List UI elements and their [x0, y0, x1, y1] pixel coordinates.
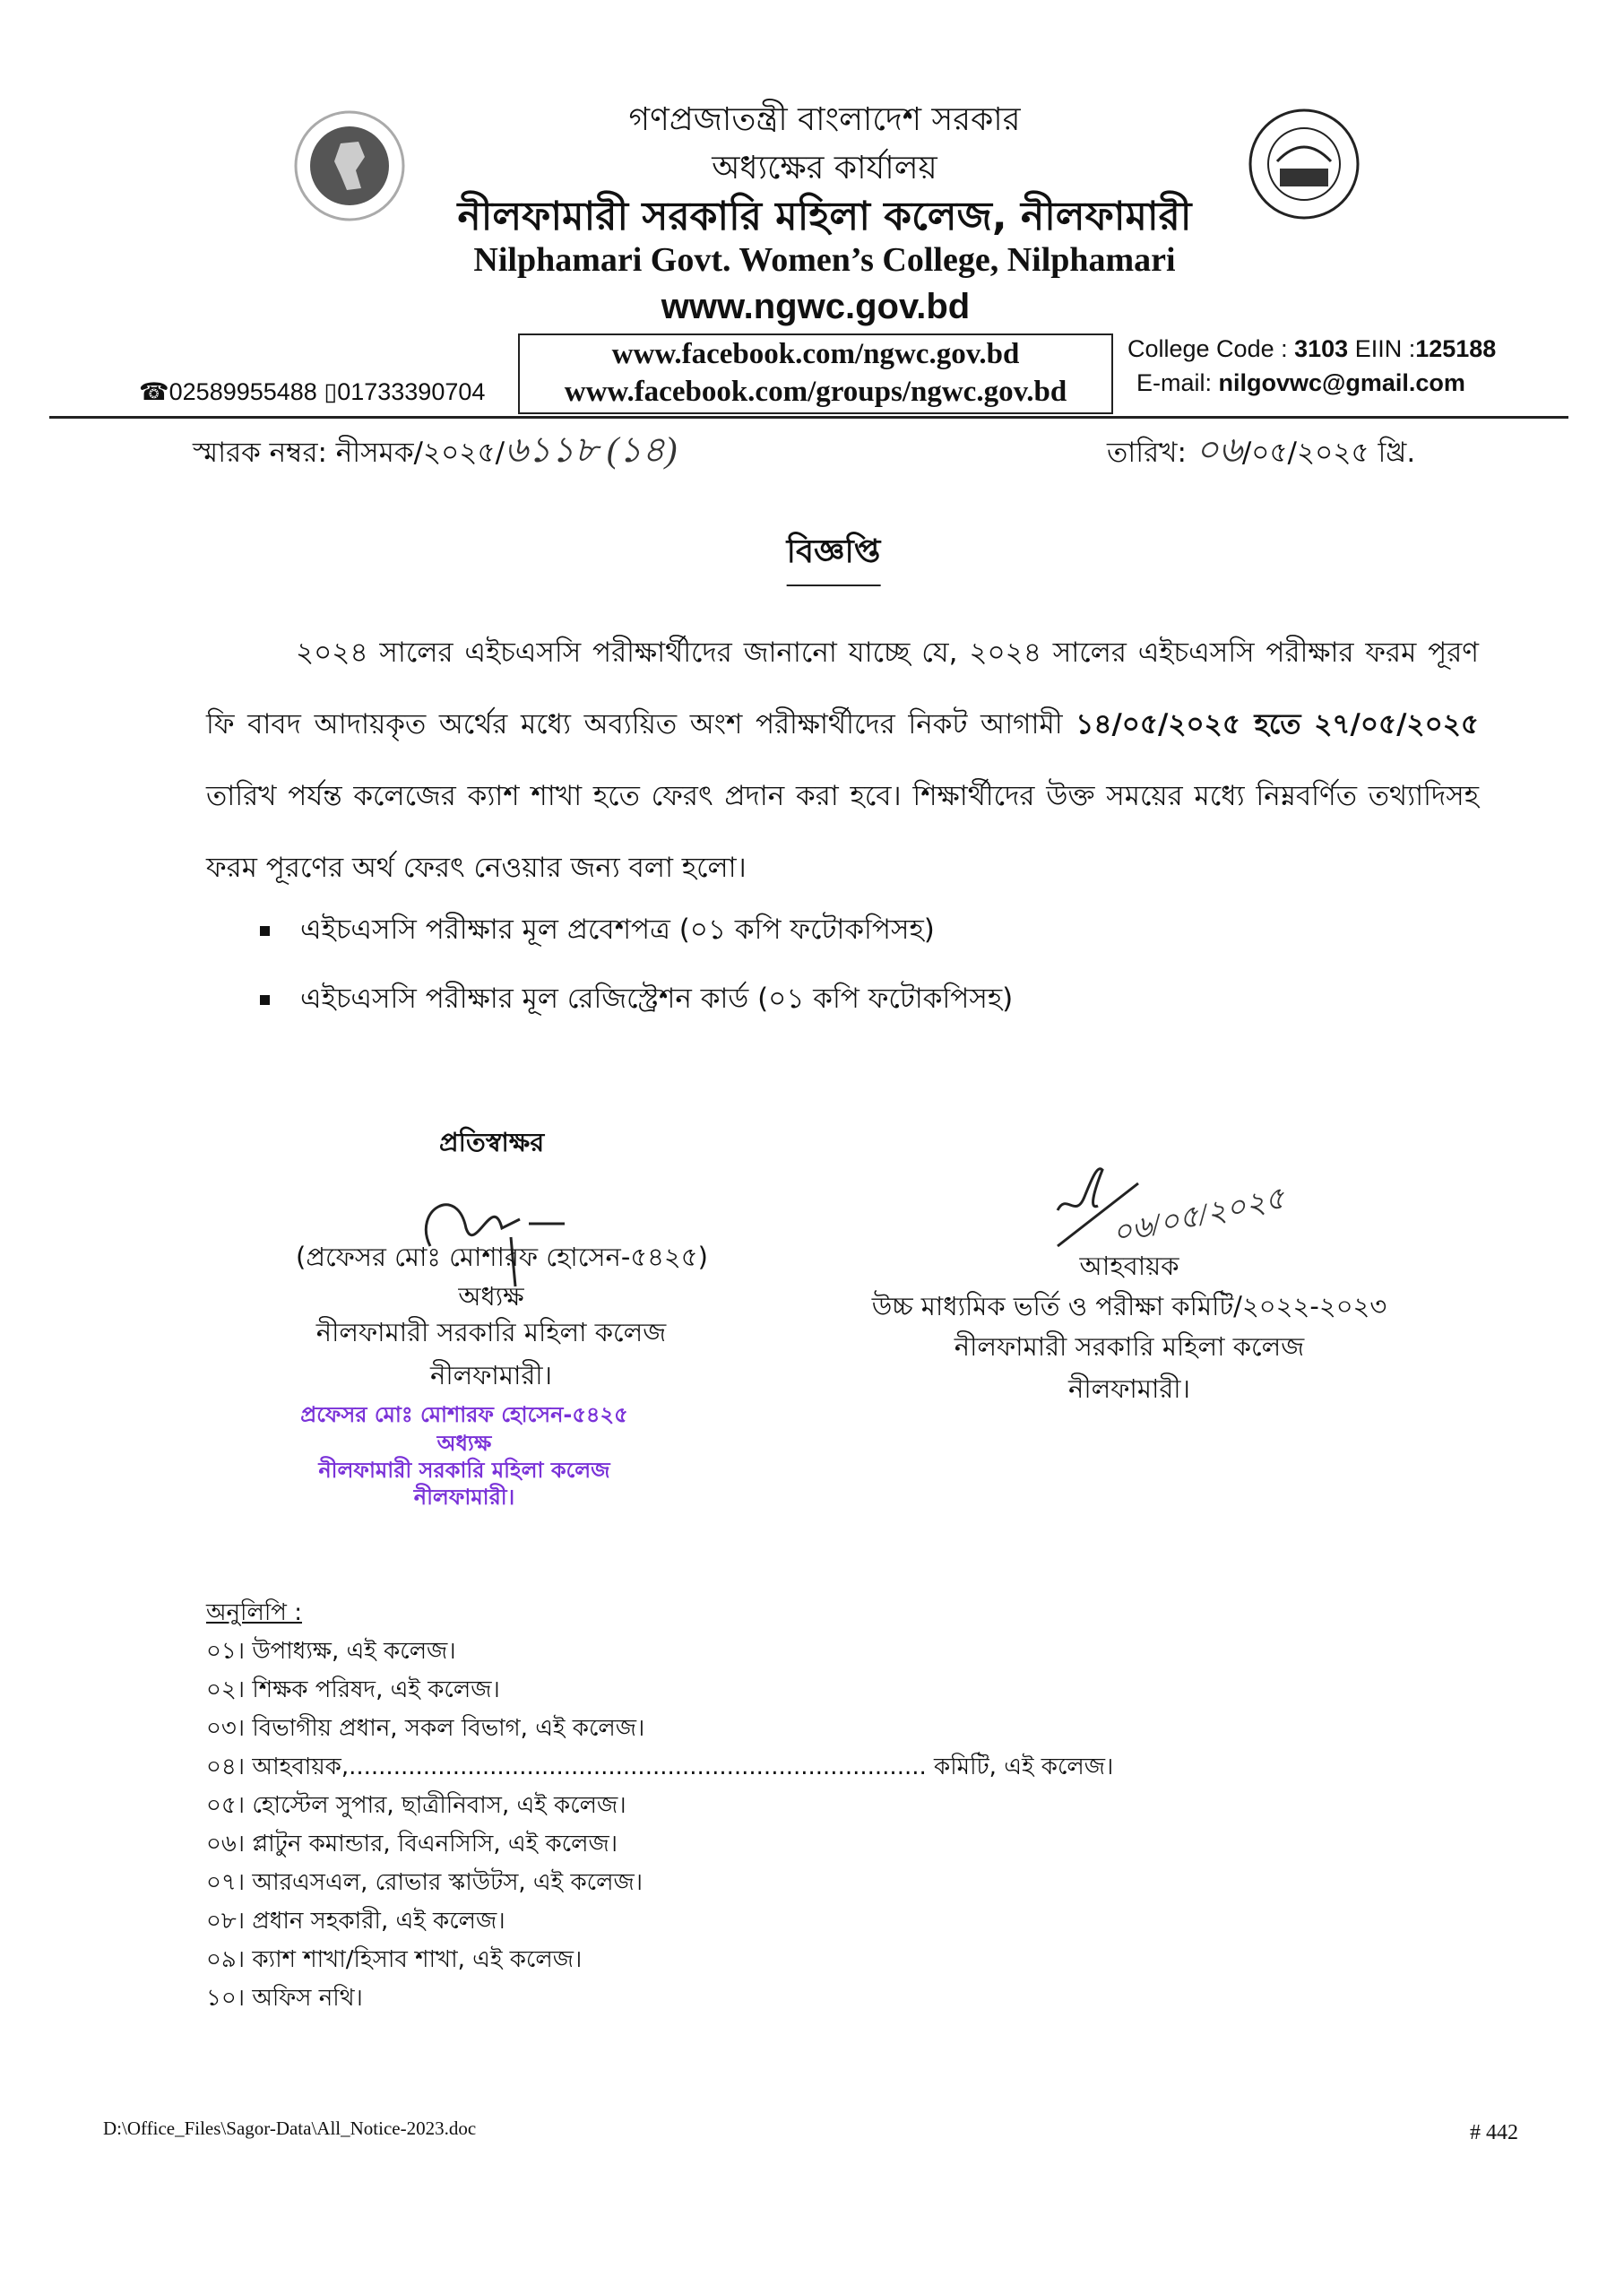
stamp-line-4: নীলফামারী।	[413, 1485, 515, 1510]
copy-item: ০৯। ক্যাশ শাখা/হিসাব শাখা, এই কলেজ।	[206, 1946, 583, 1973]
notice-text-1: ২০২৪ সালের এইচএসসি পরীক্ষার্থীদের জানানো যাচ্ছে যে, ২০২৪ সালের এইচএসসি পরীক্ষার ফরম পূরণ ফি বাবদ আদায়কৃত অর্থের মধ্যে অব্যয়িত অংশ পরীক্ষার্থীদের নিকট আগামী	[206, 637, 1479, 740]
email-label: E-mail:	[1136, 369, 1219, 396]
copy-item: ০৩। বিভাগীয় প্রধান, সকল বিভাগ, এই কলেজ।	[206, 1715, 645, 1742]
notice-text-2: তারিখ পর্যন্ত কলেজের ক্যাশ শাখা হতে ফেরৎ প্রদান করা হবে। শিক্ষার্থীদের উক্ত সময়ের মধ্যে নিম্নবর্ণিত তথ্যাদিসহ ফরম পূরণের অর্থ ফেরৎ নেওয়ার জন্য বলা হলো।	[206, 780, 1479, 884]
principal-place: নীলফামারী।	[430, 1360, 552, 1390]
file-path: D:\Office_Files\Sagor-Data\All_Notice-2023.doc	[103, 2117, 477, 2139]
website-link[interactable]: www.ngwc.gov.bd	[661, 287, 971, 326]
date-label: তারিখ:	[1107, 437, 1196, 469]
stamp-line-3: নীলফামারী সরকারি মহিলা কলেজ	[318, 1458, 610, 1483]
college-code-line	[1127, 335, 1496, 363]
principal-name: (প্রফেসর মোঃ মোশারফ হোসেন-৫৪২৫)	[296, 1242, 708, 1272]
college-name-en: Nilphamari Govt. Women’s College, Nilphamari	[473, 241, 1176, 279]
memo-label: স্মারক নম্বর: নীসমক/২০২৫/	[193, 437, 505, 469]
bullet-item	[260, 977, 1013, 1024]
telephone-icon: ☎	[139, 378, 169, 405]
copy-item: ০২। শিক্ষক পরিষদ, এই কলেজ।	[206, 1676, 500, 1703]
eiin-label: EIIN :	[1348, 335, 1416, 362]
facebook-links-box	[518, 333, 1113, 414]
convener-title: আহবায়ক	[1079, 1251, 1179, 1281]
memo-number	[193, 421, 677, 481]
copies-heading: অনুলিপি :	[206, 1599, 302, 1626]
copy-item: ১০। অফিস নথি।	[206, 1985, 363, 2012]
facebook-page-link[interactable]: www.facebook.com/ngwc.gov.bd	[611, 338, 1020, 370]
college-code-label: College Code :	[1127, 335, 1295, 362]
bullet-item	[260, 908, 935, 955]
email-address[interactable]: nilgovwc@gmail.com	[1218, 369, 1465, 396]
copy-item: ০৬। প্লাটুন কমান্ডার, বিএনসিসি, এই কলেজ।	[206, 1831, 618, 1858]
notice-body	[206, 617, 1479, 904]
date-rest: /০৫/২০২৫ খ্রি.	[1241, 437, 1416, 469]
college-seal-logo	[1246, 106, 1362, 222]
date-from: ১৪/০৫/২০২৫ হতে	[1075, 708, 1301, 740]
government-line: গণপ্রজাতন্ত্রী বাংলাদেশ সরকার	[628, 101, 1021, 138]
bullet-square-icon	[260, 926, 270, 936]
contact-phones	[139, 378, 485, 406]
eiin: 125188	[1415, 335, 1497, 362]
mobile-number: 01733390704	[337, 378, 486, 405]
bullet-text: এইচএসসি পরীক্ষার মূল রেজিস্ট্রেশন কার্ড (০১ কপি ফটোকপিসহ)	[300, 983, 1014, 1015]
college-code: 3103	[1294, 335, 1349, 362]
copy-item: ০৭। আরএসএল, রোভার স্কাউটস, এই কলেজ।	[206, 1869, 644, 1896]
stamp-line-2: অধ্যক্ষ	[436, 1431, 492, 1456]
page-tag: # 442	[1470, 2121, 1518, 2144]
college-name-bn: নীলফামারী সরকারি মহিলা কলেজ, নীলফামারী	[457, 194, 1192, 239]
stamp-line-1: প্রফেসর মোঃ মোশারফ হোসেন-৫৪২৫	[300, 1402, 628, 1427]
copies-list	[206, 1594, 1113, 2018]
bangladesh-government-seal-logo	[291, 108, 408, 224]
phone-number: 02589955488	[168, 378, 317, 405]
email-line	[1136, 369, 1465, 397]
memo-handwritten: ৬১১৮ (১৪)	[505, 429, 678, 470]
date-handwritten: ০৬	[1195, 429, 1242, 470]
date-to: ২৭/০৫/২০২৫	[1314, 708, 1480, 740]
copy-item: ০৫। হোস্টেল সুপার, ছাত্রীনিবাস, এই কলেজ।	[206, 1792, 626, 1819]
copy-item: ০৪। আহবায়ক,.............................................................................. কমিটি, এই কলেজ।	[206, 1754, 1114, 1780]
convener-org: নীলফামারী সরকারি মহিলা কলেজ	[954, 1331, 1305, 1362]
countersign-label: প্রতিস্বাক্ষর	[439, 1127, 545, 1157]
mobile-icon: ▯	[324, 378, 338, 405]
office-line: অধ্যক্ষের কার্যালয়	[712, 150, 937, 186]
copy-item: ০৮। প্রধান সহকারী, এই কলেজ।	[206, 1908, 505, 1935]
convener-handwritten-date: ০৬/০৫/২০২৫	[1109, 1182, 1288, 1251]
facebook-group-link[interactable]: www.facebook.com/groups/ngwc.gov.bd	[564, 376, 1067, 408]
bullet-text: এইচএসসি পরীক্ষার মূল প্রবেশপত্র (০১ কপি ফটোকপিসহ)	[300, 914, 935, 946]
header-divider	[49, 416, 1568, 419]
principal-org: নীলফামারী সরকারি মহিলা কলেজ	[315, 1317, 667, 1347]
bullet-square-icon	[260, 995, 270, 1005]
copy-item: ০১। উপাধ্যক্ষ, এই কলেজ।	[206, 1638, 456, 1665]
convener-committee: উচ্চ মাধ্যমিক ভর্তি ও পরীক্ষা কমিটি/২০২২-২০২৩	[871, 1291, 1387, 1321]
memo-date	[1107, 421, 1415, 481]
convener-place: নীলফামারী।	[1068, 1373, 1190, 1404]
notice-title: বিজ্ঞপ্তি	[787, 527, 881, 586]
principal-title: অধ্যক্ষ	[458, 1281, 524, 1312]
